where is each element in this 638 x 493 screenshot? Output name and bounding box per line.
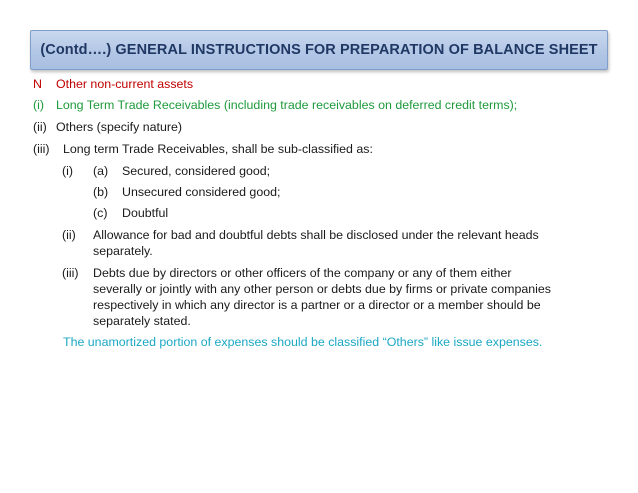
item-text: Long Term Trade Receivables (including trade receivables on deferred credit terms); [56, 98, 518, 112]
sub-num: (i) [62, 164, 74, 178]
sub-text: Allowance for bad and doubtful debts shall be disclosed under the relevant heads [93, 228, 539, 242]
sub-letter: (c) [93, 206, 108, 220]
sub-iii-line-3 [93, 297, 541, 313]
section-heading-text-wrap [56, 76, 193, 92]
sub-text: Debts due by directors or other officers of the company or any of them either [93, 266, 512, 280]
item-text: Long term Trade Receivables, shall be sub-classified as: [63, 142, 373, 156]
sub-num: (iii) [62, 266, 79, 280]
item-i-text-wrap [56, 97, 517, 113]
section-heading-text: Other non-current assets [56, 77, 194, 91]
item-ii-num [33, 119, 47, 135]
sub-iii-line-4 [93, 313, 191, 329]
sub-letter: (a) [93, 164, 109, 178]
item-text: Others (specify nature) [56, 120, 183, 134]
item-i-num [33, 97, 44, 113]
sub-text: Doubtful [122, 206, 169, 220]
sub-iii-num [62, 265, 79, 281]
section-heading [33, 76, 42, 92]
sub-i-b-letter [93, 184, 108, 200]
item-iii-num [33, 141, 50, 157]
item-iii-text-wrap [63, 141, 373, 157]
sub-text: separately. [93, 244, 153, 258]
sub-i-c-letter [93, 205, 107, 221]
sub-ii-num [62, 227, 76, 243]
sub-text: Unsecured considered good; [122, 185, 281, 199]
note-line [63, 334, 542, 350]
item-num: (iii) [33, 142, 50, 156]
sub-text: respectively in which any director is a partner or a director or a member should be [93, 298, 541, 312]
sub-num: (ii) [62, 228, 76, 242]
sub-i-c-text [122, 205, 168, 221]
sub-text: Secured, considered good; [122, 164, 271, 178]
note-text: The unamortized portion of expenses should be classified “Others” like issue expenses. [63, 335, 543, 349]
sub-ii-line-2 [93, 243, 153, 259]
page-title: (Contd….) GENERAL INSTRUCTIONS FOR PREPARATION OF BALANCE SHEET [40, 42, 598, 58]
item-num: (ii) [33, 120, 47, 134]
sub-iii-line-2 [93, 281, 551, 297]
sub-iii-line-1 [93, 265, 512, 281]
sub-text: separately stated. [93, 314, 191, 328]
sub-i-b-text [122, 184, 280, 200]
sub-i-a-letter [93, 163, 108, 179]
section-marker: N [33, 77, 42, 91]
item-num: (i) [33, 98, 45, 112]
sub-i-a-text [122, 163, 270, 179]
sub-i-num [62, 163, 73, 179]
sub-text: severally or jointly with any other person or debts due by firms or private companies [93, 282, 551, 296]
item-ii-text-wrap [56, 119, 182, 135]
sub-letter: (b) [93, 185, 109, 199]
sub-ii-line-1 [93, 227, 539, 243]
